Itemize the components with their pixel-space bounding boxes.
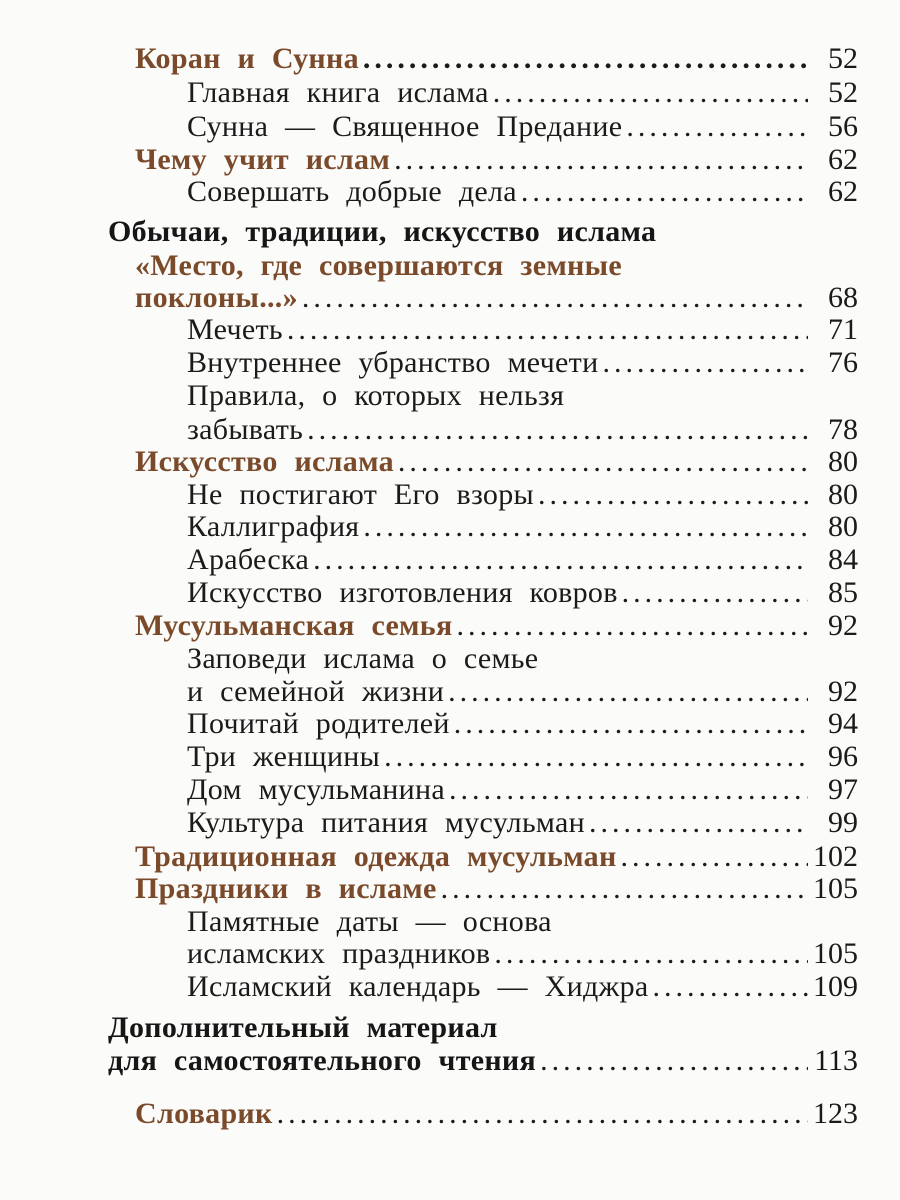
- leader-dots: [454, 707, 808, 741]
- toc-entry-title: Каллиграфия: [187, 510, 360, 543]
- toc-entry-art-of-islam: [135, 445, 858, 479]
- toc-entry-title: Традиционная одежда мусульман: [135, 840, 617, 873]
- leader-dots: [494, 937, 808, 971]
- toc-entry-title: Чему учит ислам: [135, 143, 391, 176]
- leader-dots: [652, 970, 808, 1004]
- toc-entry-title: Сунна — Священное Предание: [187, 110, 623, 143]
- toc-entry-quran-sunna: [135, 42, 858, 76]
- toc-entry-page: 71: [828, 313, 858, 346]
- toc-entry-page: 96: [828, 740, 858, 773]
- toc-entry-title: Праздники в исламе: [135, 872, 437, 905]
- leader-dots: [626, 110, 808, 144]
- toc-entry-page: 62: [828, 175, 858, 208]
- toc-entry-title: «Место, где совершаются земные: [135, 249, 622, 282]
- toc-entry: [187, 110, 858, 144]
- toc-entry-page: 80: [828, 510, 858, 543]
- toc-entry-title: Мусульманская семья: [135, 609, 453, 642]
- leader-dots: [448, 675, 808, 709]
- toc-entry: [187, 970, 858, 1004]
- leader-dots: [287, 313, 808, 347]
- toc-entry-title: Памятные даты — основа: [187, 905, 552, 938]
- toc-entry-title: Арабеска: [187, 543, 310, 576]
- leader-dots: [307, 413, 808, 447]
- toc-entry: [108, 1044, 858, 1078]
- toc-entry-title: Мечеть: [187, 313, 283, 346]
- toc-entry-page: 52: [828, 42, 858, 75]
- toc-entry-holidays: [135, 872, 858, 906]
- toc-entry-page: 85: [828, 576, 858, 609]
- toc-entry-page: 84: [828, 543, 858, 576]
- leader-dots: [538, 478, 808, 512]
- leader-dots: [521, 175, 808, 209]
- toc-entry-title: для самостоятельного чтения: [108, 1044, 537, 1077]
- toc-entry: [187, 510, 858, 544]
- leader-dots: [622, 576, 808, 610]
- toc-entry: [187, 346, 858, 380]
- toc-entry-title: исламских праздников: [187, 937, 491, 970]
- toc-entry-title: Правила, о которых нельзя: [187, 379, 565, 412]
- leader-dots: [441, 872, 808, 906]
- toc-entry: [187, 313, 858, 347]
- toc-entry-title: Искусство ислама: [135, 445, 394, 478]
- toc-entry: [187, 576, 858, 610]
- toc-entry-title: Коран и Сунна: [135, 42, 359, 75]
- toc-entry-page: 92: [828, 609, 858, 642]
- leader-dots: [493, 76, 808, 110]
- toc-entry: [187, 773, 858, 807]
- leader-dots: [277, 1097, 808, 1131]
- toc-entry: [135, 281, 858, 315]
- toc-entry-page: 102: [813, 840, 858, 873]
- toc-entry-title: забывать: [187, 413, 304, 446]
- toc-entry-page: 56: [828, 110, 858, 143]
- toc-entry-page: 99: [828, 806, 858, 839]
- toc-entry: [187, 806, 858, 840]
- toc-entry-page: 80: [828, 445, 858, 478]
- toc-entry-title: поклоны...»: [135, 281, 298, 314]
- toc-entry: [187, 76, 858, 110]
- toc-entry: [187, 478, 858, 512]
- toc-entry-title: Почитай родителей: [187, 707, 450, 740]
- toc-entry-page: 68: [828, 281, 858, 314]
- toc-entry: [187, 740, 858, 774]
- toc-entry-title: Дом мусульманина: [187, 773, 445, 806]
- toc-entry-title: Словарик: [135, 1097, 273, 1130]
- toc-entry-muslim-family: [135, 609, 858, 643]
- leader-dots: [621, 840, 808, 874]
- toc-entry-title: и семейной жизни: [187, 675, 445, 708]
- leader-dots: [302, 281, 808, 315]
- leader-dots: [456, 609, 808, 643]
- toc-entry-glossary: [135, 1097, 858, 1131]
- leader-dots: [589, 806, 808, 840]
- toc-entry: [187, 707, 858, 741]
- toc-entry-traditional-clothing: [135, 840, 858, 874]
- leader-dots: [363, 42, 808, 76]
- toc-entry-page: 97: [828, 773, 858, 806]
- leader-dots: [449, 773, 808, 807]
- toc-entry-title: Три женщины: [187, 740, 381, 773]
- toc-entry-page: 80: [828, 478, 858, 511]
- toc-entry-title: Исламский календарь — Хиджра: [187, 970, 649, 1003]
- toc-entry: [187, 175, 858, 209]
- leader-dots: [540, 1044, 808, 1078]
- toc-entry-page: 109: [813, 970, 858, 1003]
- toc-entry-page: 94: [828, 707, 858, 740]
- toc-entry-page: 52: [828, 76, 858, 109]
- leader-dots: [398, 445, 808, 479]
- toc-entry-title: Не постигают Его взоры: [187, 478, 534, 511]
- toc-entry-title: Заповеди ислама о семье: [187, 642, 539, 675]
- toc-entry-page: 105: [813, 937, 858, 970]
- toc-entry: [187, 413, 858, 447]
- toc-entry-page: 113: [814, 1044, 858, 1077]
- toc-entry-title: Главная книга ислама: [187, 76, 489, 109]
- toc-entry-page: 123: [813, 1097, 858, 1130]
- toc-section-heading: Обычаи, традиции, искусство ислама: [108, 215, 657, 248]
- toc-entry-page: 62: [828, 143, 858, 176]
- toc-entry-page: 78: [828, 413, 858, 446]
- toc-entry-title: Культура питания мусульман: [187, 806, 585, 839]
- leader-dots: [313, 543, 808, 577]
- toc-entry-title: Совершать добрые дела: [187, 175, 517, 208]
- toc-entry-what-islam-teaches: [135, 143, 858, 177]
- toc-section-heading: Дополнительный материал: [108, 1011, 498, 1044]
- toc-entry-title: Искусство изготовления ковров: [187, 576, 618, 609]
- leader-dots: [394, 143, 808, 177]
- toc-entry: [187, 543, 858, 577]
- toc-entry-page: 105: [813, 872, 858, 905]
- leader-dots: [602, 346, 808, 380]
- toc-entry: [187, 675, 858, 709]
- toc-entry: [187, 937, 858, 971]
- leader-dots: [363, 510, 808, 544]
- toc-entry-title: Внутреннее убранство мечети: [187, 346, 599, 379]
- toc-entry-page: 92: [828, 675, 858, 708]
- toc-entry-page: 76: [828, 346, 858, 379]
- leader-dots: [384, 740, 808, 774]
